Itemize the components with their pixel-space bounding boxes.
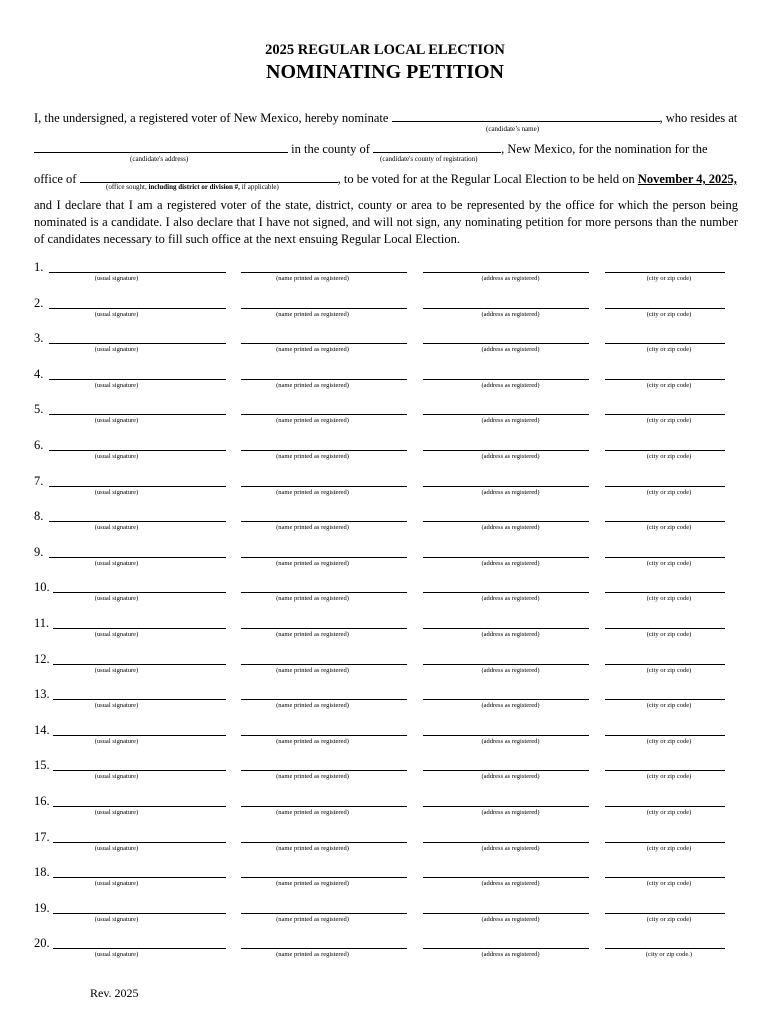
- office-caption-part-c: if applicable): [239, 183, 279, 191]
- city-caption: (city or zip code): [646, 915, 692, 923]
- office-sought-caption: [106, 183, 279, 191]
- signature-caption: (usual signature): [94, 488, 139, 496]
- signature-field[interactable]: [53, 806, 226, 807]
- signature-field[interactable]: [53, 735, 226, 736]
- city-caption: (city or zip code): [646, 631, 692, 638]
- signature-field[interactable]: [53, 877, 226, 878]
- candidate-name-caption: (candidate’s name): [486, 125, 540, 133]
- address-field[interactable]: [423, 913, 589, 914]
- signature-field[interactable]: [49, 414, 226, 415]
- city-zip-field[interactable]: [605, 699, 725, 700]
- statement-line2-suffix: , New Mexico, for the nomination for the: [501, 142, 708, 156]
- signature-caption: (usual signature): [94, 310, 139, 318]
- signature-field[interactable]: [49, 521, 226, 522]
- name-printed-field[interactable]: [241, 592, 407, 593]
- signature-field[interactable]: [53, 770, 226, 771]
- signature-row: [0, 580, 770, 610]
- name-printed-field[interactable]: [241, 628, 407, 629]
- signature-caption: (usual signature): [94, 702, 139, 710]
- name-printed-field[interactable]: [241, 557, 407, 558]
- name-caption: (name printed as registered): [276, 381, 349, 389]
- signature-caption: (usual signature): [94, 381, 139, 389]
- city-caption: (city or zip code): [646, 310, 692, 318]
- address-caption: (address as registered): [481, 275, 540, 282]
- name-caption: (name printed as registered): [276, 737, 349, 745]
- address-field[interactable]: [423, 592, 589, 593]
- statement-line3-text: office of: [34, 172, 77, 186]
- name-printed-field[interactable]: [241, 664, 407, 665]
- name-printed-field[interactable]: [241, 343, 407, 344]
- address-field[interactable]: [423, 308, 589, 309]
- name-printed-field[interactable]: [241, 770, 407, 771]
- name-printed-field[interactable]: [241, 379, 407, 380]
- address-caption: (address as registered): [481, 559, 540, 567]
- city-zip-field[interactable]: [605, 486, 725, 487]
- address-field[interactable]: [423, 699, 589, 700]
- county-caption: (candidate's county of registration): [380, 155, 478, 163]
- address-caption: (address as registered): [481, 915, 540, 923]
- signature-field[interactable]: [49, 272, 226, 273]
- name-printed-field[interactable]: [241, 806, 407, 807]
- name-caption: (name printed as registered): [276, 666, 349, 674]
- election-date: November 4, 2025,: [637, 172, 737, 186]
- row-number: 13.: [34, 687, 50, 702]
- signature-caption: (usual signature): [94, 346, 139, 354]
- address-field[interactable]: [423, 735, 589, 736]
- row-number: 4.: [34, 366, 44, 381]
- address-field[interactable]: [423, 877, 589, 878]
- name-caption: (name printed as registered): [276, 488, 349, 496]
- address-caption: (address as registered): [481, 310, 540, 318]
- name-caption: (name printed as registered): [276, 559, 349, 567]
- signature-row: [0, 794, 770, 824]
- signature-field[interactable]: [49, 557, 226, 558]
- city-caption: (city or zip code): [646, 275, 692, 282]
- row-number: 20.: [34, 936, 50, 951]
- city-zip-field[interactable]: [605, 628, 725, 629]
- name-printed-field[interactable]: [241, 450, 407, 451]
- row-number: 5.: [34, 402, 44, 417]
- signature-caption: (usual signature): [94, 417, 139, 425]
- address-field[interactable]: [423, 379, 589, 380]
- city-caption: (city or zip code): [646, 488, 692, 496]
- county-field[interactable]: [373, 140, 501, 153]
- address-caption: (address as registered): [481, 880, 540, 888]
- signature-caption: (usual signature): [94, 275, 139, 282]
- signature-field[interactable]: [53, 592, 226, 593]
- signature-field[interactable]: [49, 486, 226, 487]
- city-zip-field[interactable]: [605, 842, 725, 843]
- address-caption: (address as registered): [481, 595, 540, 603]
- signature-row: [0, 260, 770, 290]
- address-caption: (address as registered): [481, 666, 540, 674]
- row-number: 18.: [34, 865, 50, 880]
- city-zip-field[interactable]: [605, 414, 725, 415]
- address-field[interactable]: [423, 343, 589, 344]
- signature-row: [0, 545, 770, 575]
- city-caption: (city or zip code): [646, 666, 692, 674]
- signature-caption: (usual signature): [94, 524, 139, 532]
- candidate-name-field[interactable]: [392, 109, 660, 122]
- signature-field[interactable]: [53, 948, 226, 949]
- city-caption: (city or zip code): [646, 809, 692, 816]
- statement-line1-suffix: , who resides at: [659, 111, 738, 125]
- signature-caption: (usual signature): [94, 809, 139, 816]
- row-number: 12.: [34, 651, 50, 666]
- address-caption: (address as registered): [481, 844, 540, 852]
- signature-row: [0, 474, 770, 504]
- row-number: 10.: [34, 580, 50, 595]
- signature-row: [0, 509, 770, 539]
- name-caption: (name printed as registered): [276, 275, 349, 282]
- name-caption: (name printed as registered): [276, 880, 349, 888]
- city-caption: (city or zip code): [646, 524, 692, 532]
- city-caption: (city or zip code): [646, 737, 692, 745]
- city-zip-field[interactable]: [605, 308, 725, 309]
- signature-row: [0, 296, 770, 326]
- name-caption: (name printed as registered): [276, 915, 349, 923]
- statement-line2-text: in the county of: [291, 142, 370, 156]
- city-zip-field[interactable]: [605, 913, 725, 914]
- address-caption: (address as registered): [481, 524, 540, 532]
- signature-row: [0, 723, 770, 753]
- signature-row: [0, 687, 770, 717]
- name-caption: (name printed as registered): [276, 702, 349, 710]
- name-caption: (name printed as registered): [276, 631, 349, 638]
- name-printed-field[interactable]: [241, 521, 407, 522]
- signature-field[interactable]: [49, 379, 226, 380]
- city-caption: (city or zip code): [646, 702, 692, 710]
- row-number: 1.: [34, 260, 44, 274]
- address-field[interactable]: [423, 628, 589, 629]
- name-printed-field[interactable]: [241, 414, 407, 415]
- name-caption: (name printed as registered): [276, 310, 349, 318]
- city-zip-field[interactable]: [605, 948, 725, 949]
- address-field[interactable]: [423, 272, 589, 273]
- name-printed-field[interactable]: [241, 735, 407, 736]
- name-caption: (name printed as registered): [276, 417, 349, 425]
- city-caption: (city or zip code.): [645, 951, 693, 959]
- city-zip-field[interactable]: [605, 272, 725, 273]
- address-field[interactable]: [423, 414, 589, 415]
- signature-caption: (usual signature): [94, 631, 139, 638]
- address-caption: (address as registered): [481, 737, 540, 745]
- address-caption: (address as registered): [481, 773, 540, 781]
- statement-line1-text: I, the undersigned, a registered voter of New Mexico, hereby nominate: [34, 111, 389, 125]
- row-number: 17.: [34, 829, 50, 844]
- address-field[interactable]: [423, 842, 589, 843]
- signature-caption: (usual signature): [94, 737, 139, 745]
- address-field[interactable]: [423, 948, 589, 949]
- name-caption: (name printed as registered): [276, 951, 349, 959]
- row-number: 15.: [34, 758, 50, 773]
- row-number: 6.: [34, 438, 44, 452]
- row-number: 19.: [34, 900, 50, 915]
- name-caption: (name printed as registered): [276, 595, 349, 603]
- declaration-paragraph: and I declare that I am a registered voter of the state, district, county or area to be represented by the office for which the person being nominated is a candidate. I also declare that I have not signed, and will not sign, any nominating petition for more persons than the number of candidates necessary to fill such office at the next ensuing Regular Local Election.: [34, 198, 738, 246]
- signature-row: [0, 438, 770, 468]
- city-caption: (city or zip code): [646, 453, 692, 460]
- row-number: 8.: [34, 509, 44, 524]
- address-field[interactable]: [423, 770, 589, 771]
- city-zip-field[interactable]: [605, 521, 725, 522]
- signature-caption: (usual signature): [94, 773, 139, 781]
- signature-field[interactable]: [53, 913, 226, 914]
- name-caption: (name printed as registered): [276, 453, 349, 460]
- signature-row: [0, 865, 770, 895]
- row-number: 11.: [34, 616, 50, 630]
- signature-field[interactable]: [53, 664, 226, 665]
- signature-caption: (usual signature): [94, 880, 139, 888]
- address-field[interactable]: [423, 450, 589, 451]
- city-zip-field[interactable]: [605, 450, 725, 451]
- row-number: 16.: [34, 794, 50, 808]
- name-caption: (name printed as registered): [276, 524, 349, 532]
- signature-field[interactable]: [49, 343, 226, 344]
- city-zip-field[interactable]: [605, 379, 725, 380]
- name-printed-field[interactable]: [241, 913, 407, 914]
- city-zip-field[interactable]: [605, 343, 725, 344]
- signature-row: [0, 402, 770, 432]
- address-caption: (address as registered): [481, 346, 540, 354]
- address-caption: (address as registered): [481, 488, 540, 496]
- signature-field[interactable]: [49, 450, 226, 451]
- address-caption: (address as registered): [481, 631, 540, 638]
- signature-row: [0, 936, 770, 966]
- row-number: 7.: [34, 473, 44, 488]
- signature-field[interactable]: [53, 628, 226, 629]
- address-caption: (address as registered): [481, 381, 540, 389]
- signature-caption: (usual signature): [94, 559, 139, 567]
- name-caption: (name printed as registered): [276, 773, 349, 781]
- address-field[interactable]: [423, 806, 589, 807]
- row-number: 2.: [34, 295, 44, 310]
- signature-caption: (usual signature): [94, 915, 139, 923]
- office-sought-field[interactable]: [80, 170, 338, 183]
- signature-row: [0, 758, 770, 788]
- city-zip-field[interactable]: [605, 557, 725, 558]
- election-year-title: 2025 REGULAR LOCAL ELECTION: [265, 42, 505, 58]
- name-caption: (name printed as registered): [276, 346, 349, 354]
- city-caption: (city or zip code): [646, 346, 692, 354]
- address-caption: (address as registered): [481, 417, 540, 425]
- signature-row: [0, 616, 770, 646]
- city-zip-field[interactable]: [605, 770, 725, 771]
- signature-row: [0, 901, 770, 931]
- city-zip-field[interactable]: [605, 664, 725, 665]
- address-field[interactable]: [423, 486, 589, 487]
- name-caption: (name printed as registered): [276, 844, 349, 852]
- address-field[interactable]: [423, 557, 589, 558]
- signature-row: [0, 367, 770, 397]
- city-caption: (city or zip code): [646, 381, 692, 389]
- address-caption: (address as registered): [481, 809, 540, 816]
- city-caption: (city or zip code): [646, 417, 692, 425]
- candidate-address-field[interactable]: [34, 140, 288, 153]
- name-printed-field[interactable]: [241, 699, 407, 700]
- city-caption: (city or zip code): [646, 559, 692, 567]
- signature-field[interactable]: [49, 308, 226, 309]
- city-caption: (city or zip code): [646, 844, 692, 852]
- name-printed-field[interactable]: [241, 486, 407, 487]
- signature-caption: (usual signature): [94, 453, 139, 460]
- signature-field[interactable]: [53, 699, 226, 700]
- city-caption: (city or zip code): [646, 880, 692, 888]
- candidate-address-caption: (candidate's address): [130, 155, 189, 163]
- city-caption: (city or zip code): [646, 595, 692, 603]
- signature-field[interactable]: [53, 842, 226, 843]
- city-zip-field[interactable]: [605, 806, 725, 807]
- name-printed-field[interactable]: [241, 877, 407, 878]
- name-printed-field[interactable]: [241, 272, 407, 273]
- name-printed-field[interactable]: [241, 842, 407, 843]
- address-caption: (address as registered): [481, 453, 540, 460]
- name-caption: (name printed as registered): [276, 809, 349, 816]
- revision-label: Rev. 2025: [90, 986, 139, 1000]
- address-caption: (address as registered): [481, 951, 540, 959]
- row-number: 3.: [34, 331, 44, 346]
- city-zip-field[interactable]: [605, 735, 725, 736]
- signature-caption: (usual signature): [94, 666, 139, 674]
- address-field[interactable]: [423, 664, 589, 665]
- row-number: 14.: [34, 722, 50, 737]
- address-field[interactable]: [423, 521, 589, 522]
- city-zip-field[interactable]: [605, 592, 725, 593]
- signature-caption: (usual signature): [94, 951, 139, 959]
- signature-caption: (usual signature): [94, 595, 139, 603]
- row-number: 9.: [34, 544, 44, 559]
- name-printed-field[interactable]: [241, 948, 407, 949]
- city-zip-field[interactable]: [605, 877, 725, 878]
- signature-caption: (usual signature): [94, 844, 139, 852]
- office-caption-part-a: (office sought,: [106, 183, 149, 191]
- signature-row: [0, 830, 770, 860]
- city-caption: (city or zip code): [646, 773, 692, 781]
- address-caption: (address as registered): [481, 702, 540, 710]
- office-caption-part-b: including district or division #,: [148, 183, 240, 191]
- petition-title: NOMINATING PETITION: [266, 61, 504, 83]
- signature-row: [0, 652, 770, 682]
- signature-row: [0, 331, 770, 361]
- statement-line3-suffix: , to be voted for at the Regular Local Election to be held on: [337, 172, 635, 186]
- statement-line-1: [34, 109, 737, 126]
- name-printed-field[interactable]: [241, 308, 407, 309]
